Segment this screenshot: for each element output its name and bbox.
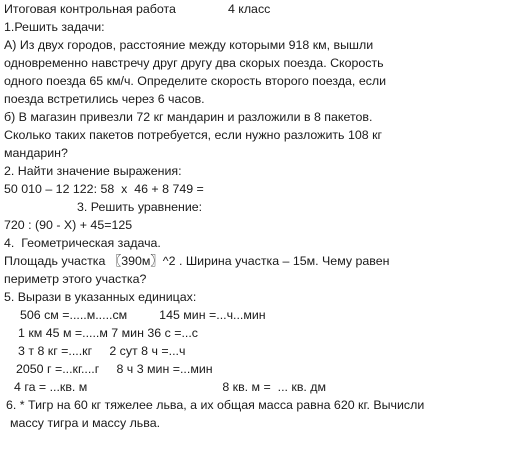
header-line xyxy=(4,0,508,18)
geometry-line-1: Площадь участка 〖390м〗^2 . Ширина участка – 15м. Чему равен xyxy=(4,254,390,268)
conversion-sqm: 8 кв. м = ... кв. дм xyxy=(222,380,327,394)
grade-label: 4 класс xyxy=(227,2,271,16)
conversion-row-4: 2050 г =...кг....г 8 ч 3 мин =...мин xyxy=(16,362,213,376)
task-a-line-2: одновременно навстречу друг другу два скорых поезда. Скорость xyxy=(4,56,384,70)
equation: 720 : (90 - Х) + 45=125 xyxy=(4,218,133,232)
task-b-line-2: Сколько таких пакетов потребуется, если нужно разложить 108 кг xyxy=(4,128,383,142)
conversion-row-1 xyxy=(4,306,508,324)
worksheet xyxy=(4,0,508,432)
section1-heading: 1.Решить задачи: xyxy=(4,20,105,34)
conversion-ha: 4 га = ...кв. м xyxy=(14,380,88,394)
task-a-line-3: одного поезда 65 км/ч. Определите скорость второго поезда, если xyxy=(4,74,387,88)
worksheet-title: Итоговая контрольная работа xyxy=(4,2,176,16)
conversion-row-5 xyxy=(4,378,508,396)
conversion-row-2: 1 км 45 м =.....м 7 мин 36 с =...с xyxy=(18,326,198,340)
task-a-line-4: поезда встретились через 6 часов. xyxy=(4,92,205,106)
section3-heading: 3. Решить уравнение: xyxy=(77,200,203,214)
section5-heading: 5. Вырази в указанных единицах: xyxy=(4,290,197,304)
task6-line-1: 6. * Тигр на 60 кг тяжелее льва, а их общая масса равна 620 кг. Вычисли xyxy=(6,398,425,412)
section4-heading: 4. Геометрическая задача. xyxy=(4,236,161,250)
geometry-line-2: периметр этого участка? xyxy=(4,272,147,286)
task-a-line-1: А) Из двух городов, расстояние между которыми 918 км, вышли xyxy=(4,38,374,52)
task-b-line-1: б) В магазин привезли 72 кг мандарин и разложили в 8 пакетов. xyxy=(4,110,373,124)
conversion-cm: 506 см =.....м.....см xyxy=(20,308,128,322)
task6-line-2: массу тигра и массу льва. xyxy=(10,416,161,430)
conversion-min: 145 мин =...ч...мин xyxy=(159,308,266,322)
task-b-line-3: мандарин? xyxy=(4,146,68,160)
expression: 50 010 – 12 122: 58 х 46 + 8 749 = xyxy=(4,182,204,196)
section2-heading: 2. Найти значение выражения: xyxy=(4,164,182,178)
conversion-row-3: 3 т 8 кг =....кг 2 сут 8 ч =...ч xyxy=(18,344,186,358)
